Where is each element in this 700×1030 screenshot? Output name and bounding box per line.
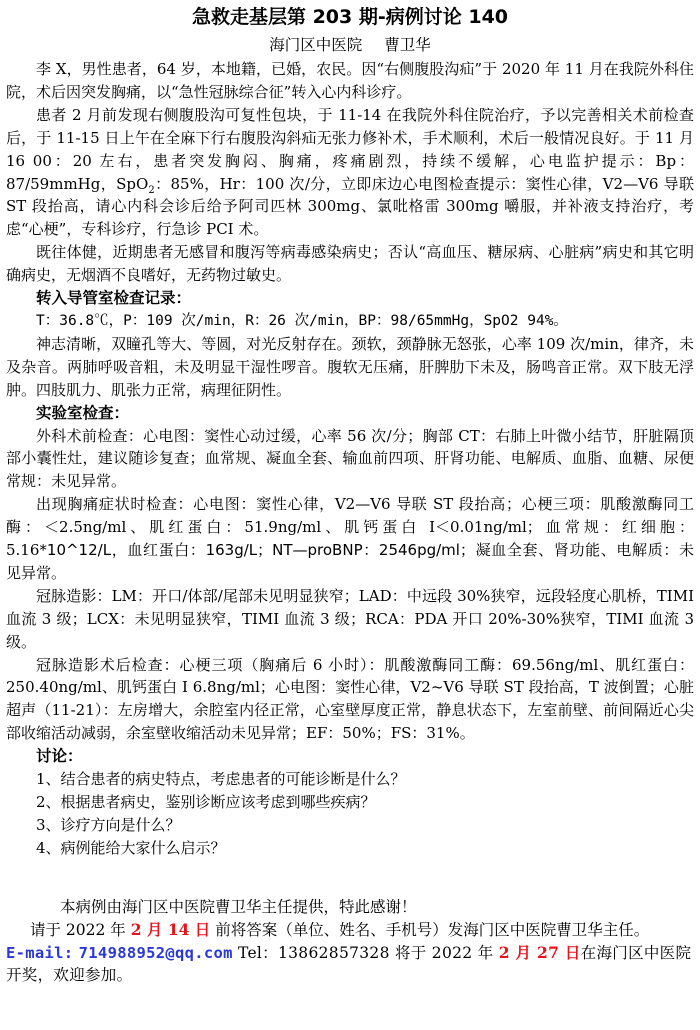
lab-chest-pain-part3: ；凝血全套、肾功能、电解质：未见异常。 [6,541,694,582]
discussion-question: 3、诊疗方向是什么？ [36,815,181,834]
lab-chest-pain-part1: 出现胸痛症状时检查：心电图：窦性心律，V2—V6 导联 ST 段抬高；心梗三项：肌酸激酶同工酶：＜2.5ng/ml、肌红蛋白：51.9ng/ml、肌钙蛋白 I＜0.01ng/ml；血常规：红细胞：5.16 [6,495,694,560]
contact-line [6,942,694,988]
author-name: 曹卫华 [384,36,431,54]
discussion-heading: 讨论： [36,746,83,766]
submission-instructions [6,919,694,942]
submission-text-part1: 请于 2022 年 [30,920,126,939]
email-address[interactable]: 714988952@qq.com [78,943,233,962]
thanks-note: 本病例由海门区中医院曹卫华主任提供，特此感谢！ [60,897,417,916]
discussion-question: 2、根据患者病史，鉴别诊断应该考虑到哪些疾病？ [36,793,376,811]
author-hospital: 海门区中医院 [269,36,363,54]
submission-text-part2: 前将答案（单位、姓名、手机号）发海门区中医院曹卫华主任。 [215,920,650,939]
lottery-date: 2 月 27 日 [498,942,581,962]
discussion-question: 4、病例能给大家什么启示？ [36,838,226,857]
lab-chest-pain-part2: *10^12/L，血红蛋白：163g/L；NT—proBNP：2546pg/ml [39,541,460,560]
lab-postop: 冠脉造影术后检查：心梗三项（胸痛后 6 小时）：肌酸激酶同工酶：69.56ng/ml、肌红蛋白：250.40ng/ml、肌钙蛋白 I 6.8ng/ml；心电图：窦性心律，V2~V6 导联 ST 段抬高，T 波倒置；心脏超声（11-21）：左房增大，余腔室内径正常，心室壁厚度正常，静息状态下，左室前壁、前间隔近心尖部收缩活动减弱，余室壁收缩活动未见异常；EF：50%；FS：31%。 [6,655,694,743]
transfer-vitals: T：36.8℃，P：109 次/min，R：26 次/min，BP：98/65mmHg，SpO2 94%。 [36,312,568,329]
transfer-heading: 转入导管室检查记录： [36,288,192,308]
lab-chest-pain [6,493,694,585]
deadline-date: 2 月 14 日 [130,919,211,939]
transfer-exam: 神志清晰，双瞳孔等大、等圆，对光反射存在。颈软，颈静脉无怒张，心率 109 次/min，律齐，未及杂音。两肺呼吸音粗，未及明显干湿性啰音。腹软无压痛，肝脾肋下未及，肠鸣音正常。双下肢无浮肿。四肢肌力、肌张力正常，病理征阴性。 [6,334,694,399]
author-line [6,32,694,58]
contact-text-part2: 在海门区中医院开奖，欢迎参加。 [6,943,692,985]
contact-text-part1: Tel：13862857328 将于 2022 年 [232,943,494,962]
history-text-part2: ：85%，Hr：100 次/分，立即床边心电图检查提示：窦性心律，V2—V6 导联 ST 段抬高，请心内科会诊后给予阿司匹林 300mg、氯吡格雷 300mg 嚼服，并补液支持治疗，考虑“心梗”，专科诊疗，行急诊 PCI 术。 [6,174,694,239]
history-present-illness [6,104,694,241]
history-text-part1: 患者 2 月前发现右侧腹股沟可复性包块，于 11-14 在我院外科住院治疗，予以完善相关术前检查后，于 11-15 日上午在全麻下行右腹股沟斜疝无张力修补术，手术顺利，术后一般情况良好。于 11 月 16 00：20 左右，患者突发胸闷、胸痛，疼痛剧烈，持续不缓解，心电监护提示：Bp：87/59mmHg，SpO [6,105,694,193]
lab-preop: 外科术前检查：心电图：窦性心动过缓，心率 56 次/分；胸部 CT：右肺上叶微小结节，肝脏隔顶部小囊性灶，建议随诊复查；血常规、凝血全套、输血前四项、肝肾功能、电解质、血脂、血糖、尿便常规：未见异常。 [6,426,694,491]
history-past: 既往体健，近期患者无感冒和腹泻等病毒感染病史；否认“高血压、糖尿病、心脏病”病史和其它明确病史，无烟酒不良嗜好，无药物过敏史。 [6,243,694,285]
spo2-subscript: 2 [148,184,155,196]
lab-heading: 实验室检查： [36,402,130,422]
page-title: 急救走基层第 203 期-病例讨论 140 [191,6,509,28]
lab-angiography: 冠脉造影：LM：开口/体部/尾部未见明显狭窄；LAD：中远段 30%狭窄，远段轻度心肌桥，TIMI 血流 3 级；LCX：未见明显狭窄，TIMI 血流 3 级；RCA：PDA 开口 20%-30%狭窄，TIMI 血流 3 级。 [6,586,694,651]
discussion-question: 1、结合患者的病史特点，考虑患者的可能诊断是什么？ [36,770,406,789]
email-label: E-mail: [6,943,74,962]
history-intro: 李 X，男性患者，64 岁，本地籍，已婚，农民。因“右侧腹股沟疝”于 2020 年 11 月在我院外科住院，术后因突发胸痛，以“急性冠脉综合征”转入心内科诊疗。 [6,60,694,101]
